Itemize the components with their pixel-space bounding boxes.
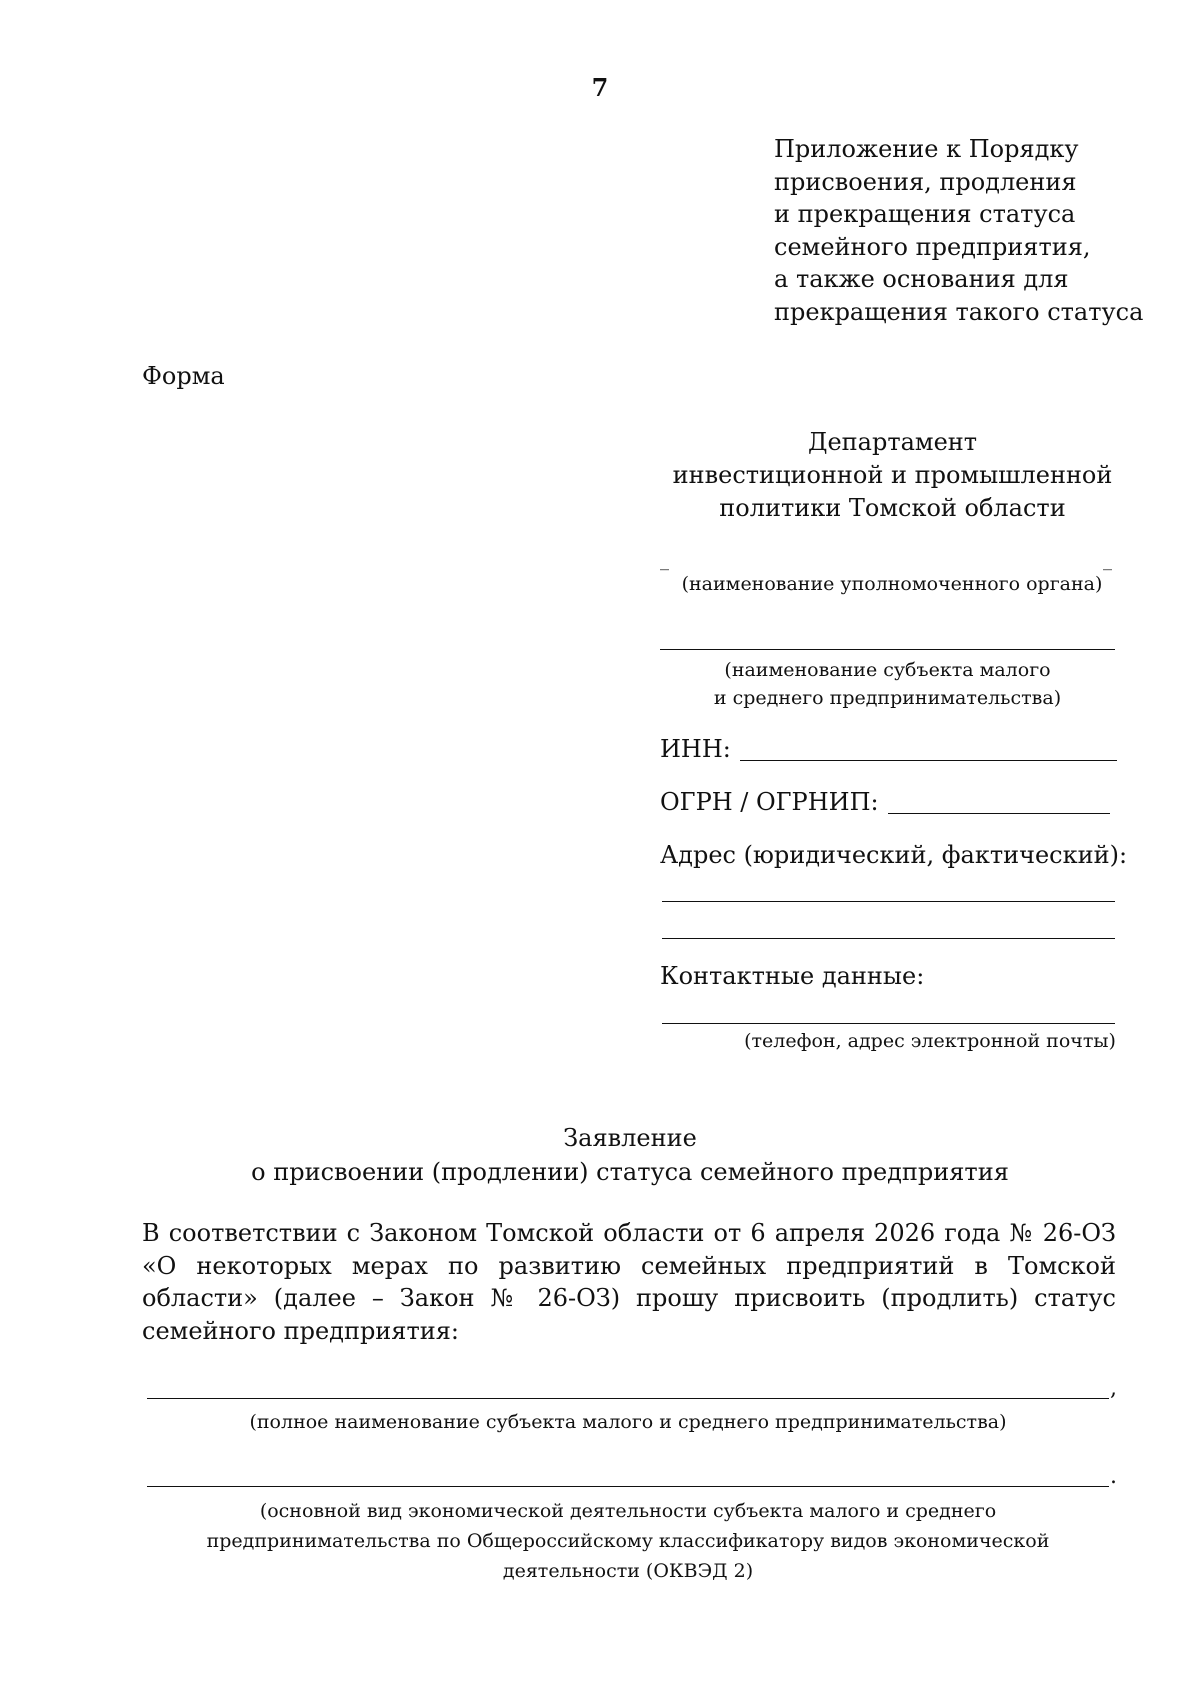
okved-caption-line: предпринимательства по Общероссийскому классификатору видов экономической — [206, 1530, 1050, 1552]
inn-field[interactable] — [740, 760, 1117, 761]
okved-caption — [147, 1496, 1109, 1586]
period-mark: . — [1110, 1464, 1117, 1489]
appendix-line: присвоения, продления — [774, 167, 1077, 196]
address-field-line-2[interactable] — [662, 938, 1115, 939]
comma-mark: , — [1110, 1376, 1117, 1401]
appendix-line: а также основания для — [774, 265, 1069, 293]
subject-caption-line: (наименование субъекта малого — [724, 659, 1051, 681]
statement-subtitle: о присвоении (продлении) статуса семейного предприятия — [251, 1158, 1009, 1186]
okved-field[interactable] — [147, 1486, 1109, 1487]
okved-caption-line: (основной вид экономической деятельности субъекта малого и среднего — [259, 1500, 997, 1522]
appendix-header — [774, 133, 1143, 328]
full-name-caption: (полное наименование субъекта малого и среднего предпринимательства) — [249, 1411, 1007, 1433]
department-line: политики Томской области — [719, 494, 1066, 522]
inn-label: ИНН: — [660, 735, 731, 763]
address-label: Адрес (юридический, фактический): — [660, 841, 1128, 869]
contacts-field[interactable] — [662, 1023, 1115, 1024]
body-paragraph: В соответствии с Законом Томской области от 6 апреля 2026 года № 26-ОЗ «О некоторых мерах по развитию семейных предприятий в Томской области» (далее – Закон № 26-ОЗ) прошу присвоить (продлить) статус семейного предприятия: — [142, 1219, 1116, 1345]
left-dash: _ — [660, 550, 669, 571]
okved-caption-line: деятельности (ОКВЭД 2) — [502, 1560, 754, 1582]
department-line: инвестиционной и промышленной — [672, 461, 1113, 489]
contacts-caption: (телефон, адрес электронной почты) — [744, 1030, 1116, 1052]
appendix-line: семейного предприятия, — [774, 232, 1091, 261]
department-name — [660, 426, 1125, 525]
subject-caption-line: и среднего предпринимательства) — [713, 687, 1062, 709]
ogrn-label: ОГРН / ОГРНИП: — [660, 788, 879, 816]
authority-caption: (наименование уполномоченного органа) — [681, 573, 1103, 595]
subject-caption — [660, 656, 1115, 712]
address-field-line-1[interactable] — [662, 901, 1115, 902]
appendix-line: и прекращения статуса — [774, 200, 1076, 228]
page-number: 7 — [591, 73, 609, 102]
contacts-label: Контактные данные: — [660, 962, 925, 990]
right-dash: _ — [1103, 550, 1112, 571]
appendix-line: прекращения такого статуса — [774, 297, 1144, 326]
form-label: Форма — [142, 362, 225, 390]
full-name-field[interactable] — [147, 1398, 1109, 1399]
subject-name-line[interactable] — [660, 649, 1115, 650]
department-line: Департамент — [807, 428, 978, 456]
statement-title: Заявление — [563, 1124, 697, 1152]
appendix-line: Приложение к Порядку — [774, 135, 1079, 163]
ogrn-field[interactable] — [888, 813, 1110, 814]
